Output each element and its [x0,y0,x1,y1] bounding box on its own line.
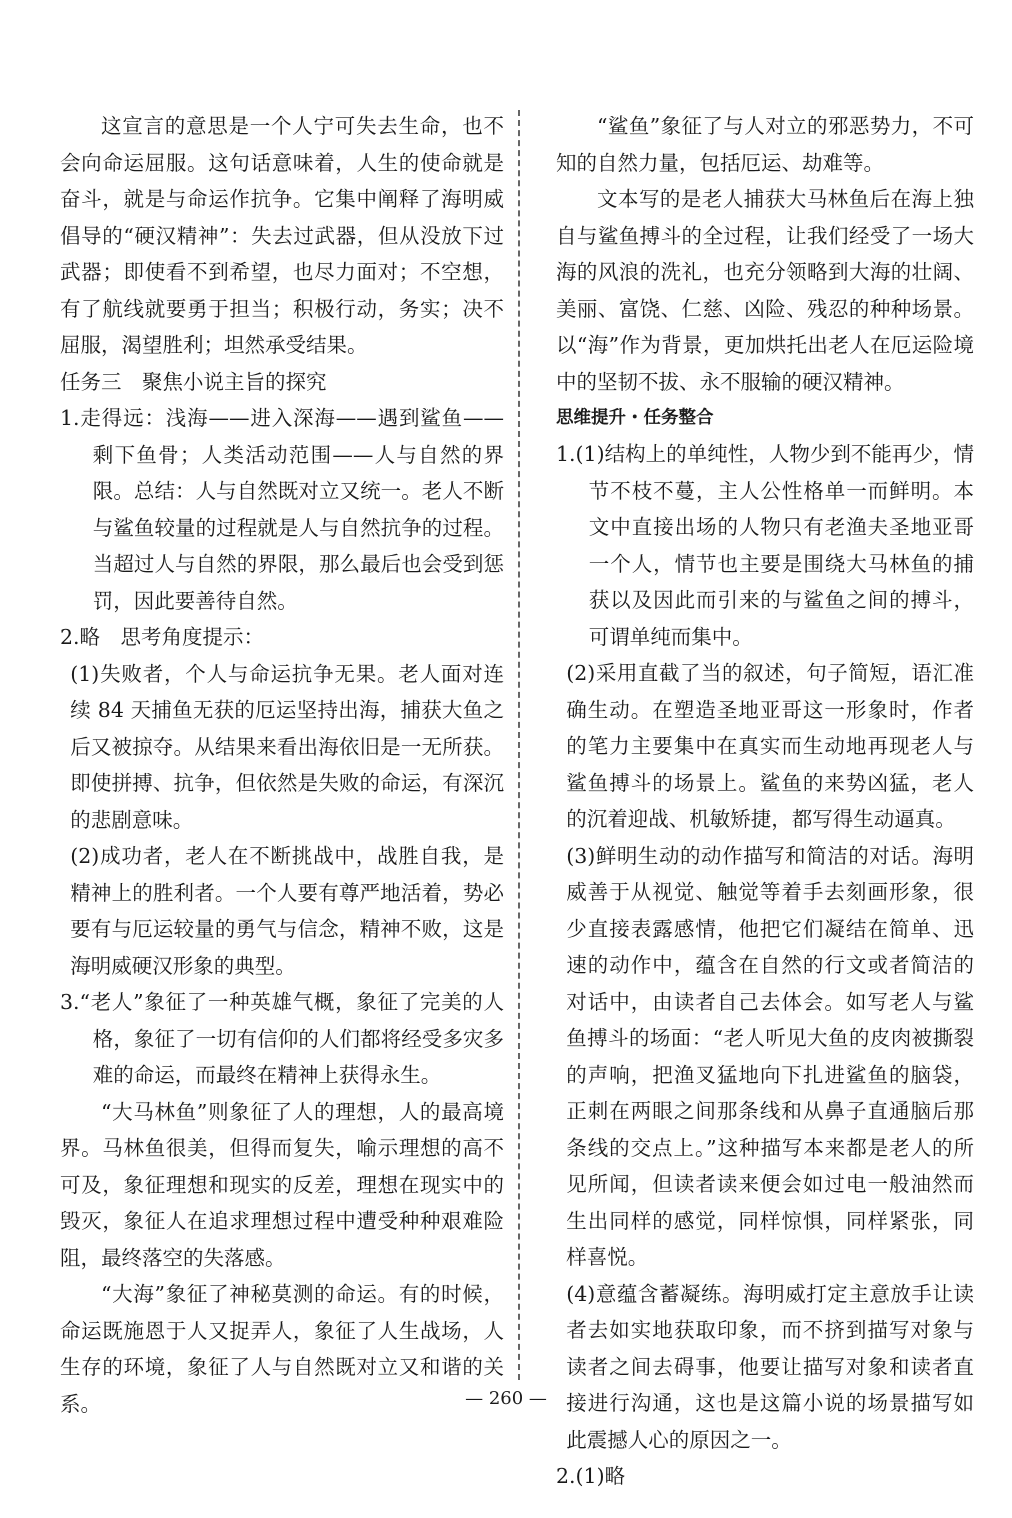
page-number: — 260 — [465,1388,547,1409]
section-heading-thinking: 思维提升・任务整合 [556,408,714,428]
answer-item-2-sub-2: (2)成功者，老人在不断挑战中，战胜自我，是精神上的胜利者。一个人要有尊严地活着，势必要有与厄运较量的勇气与信念，精神不败，这是海明威硬汉形象的典型。 [70,844,504,978]
answer-item-1: 1.走得远：浅海——进入深海——遇到鲨鱼——剩下鱼骨；人类活动范围——人与自然的界限。总结：人与自然既对立又统一。老人不断与鲨鱼较量的过程就是人与自然抗争的过程。当超过人与自然的界限，那么最后也会受到惩罚，因此要善待自然。 [60,406,504,613]
answer-item-2: 2.(1)略 [556,1464,626,1488]
answer-item-1-sub-3: (3)鲜明生动的动作描写和简洁的对话。海明威善于从视觉、触觉等着手去刻画形象，很少直接表露感情，他把它们凝结在简单、迅速的动作中，蕴含在自然的行文或者简洁的对话中，由读者自己去体会。如写老人与鲨鱼搏斗的场面：“老人听见大鱼的皮肉被撕裂的声响，把渔叉猛地向下扎进鲨鱼的脑袋，正刺在两眼之间那条线和从鼻子直通脑后那条线的交点上。”这种描写本来都是老人的所见所闻，但读者读来便会如过电一般油然而生出同样的感觉，同样惊惧，同样紧张，同样喜悦。 [566,843,974,1269]
answer-item-2: 2.略 思考角度提示： [60,625,265,649]
section-heading-task3: 任务三 聚焦小说主旨的探究 [60,369,327,394]
left-column [60,108,504,1422]
answer-item-1-sub-1: 1.(1)结构上的单纯性，人物少到不能再少，情节不枝不蔓，主人公性格单一而鲜明。本文中直接出场的人物只有老渔夫圣地亚哥一个人，情节也主要是围绕大马林鱼的捕获以及因此而引来的与鲨鱼之间的搏斗，可谓单纯而集中。 [556,442,974,649]
column-divider [518,110,520,1380]
paragraph: 这宣言的意思是一个人宁可失去生命，也不会向命运屈服。这句话意味着，人生的使命就是奋斗，就是与命运作抗争。它集中阐释了海明威倡导的“硬汉精神”：失去过武器，但从没放下过武器；即使看不到希望，也尽力面对；不空想，有了航线就要勇于担当；积极行动，务实；决不屈服，渴望胜利；坦然承受结果。 [60,114,504,357]
answer-item-2-sub-1: (1)失败者，个人与命运抗争无果。老人面对连续 84 天捕鱼无获的厄运坚持出海，捕获大鱼之后又被掠夺。从结果来看出海依旧是一无所获。即使拼搏、抗争，但依然是失败的命运，有深沉的悲剧意味。 [70,661,504,832]
answer-item-1-sub-2: (2)采用直截了当的叙述，句子简短，语汇准确生动。在塑造圣地亚哥这一形象时，作者的笔力主要集中在真实而生动地再现老人与鲨鱼搏斗的场景上。鲨鱼的来势凶猛，老人的沉着迎战、机敏矫捷，都写得生动逼真。 [566,661,974,831]
right-column [556,108,974,1495]
answer-item-3: 3.“老人”象征了一种英雄气概，象征了完美的人格，象征了一切有信仰的人们都将经受多灾多难的命运，而最终在精神上获得永生。 [60,990,504,1087]
paragraph: 文本写的是老人捕获大马林鱼后在海上独自与鲨鱼搏斗的全过程，让我们经受了一场大海的风浪的洗礼，也充分领略到大海的壮阔、美丽、富饶、仁慈、凶险、残忍的种种场景。以“海”作为背景，更加烘托出老人在厄运险境中的坚韧不拔、永不服输的硬汉精神。 [556,187,974,394]
paragraph: “大海”象征了神秘莫测的命运。有的时候，命运既施恩于人又捉弄人，象征了人生战场，人生存的环境，象征了人与自然既对立又和谐的关系。 [60,1282,504,1416]
paragraph: “大马林鱼”则象征了人的理想，人的最高境界。马林鱼很美，但得而复失，喻示理想的高不可及，象征理想和现实的反差，理想在现实中的毁灭，象征人在追求理想过程中遭受种种艰难险阻，最终落空的失落感。 [60,1099,504,1270]
answer-item-1-sub-4: (4)意蕴含蓄凝练。海明威打定主意放手让读者去如实地获取印象，而不挤到描写对象与读者之间去碍事，他要让描写对象和读者直接进行沟通，这也是这篇小说的场景描写如此震撼人心的原因之一。 [566,1281,974,1452]
paragraph: “鲨鱼”象征了与人对立的邪恶势力，不可知的自然力量，包括厄运、劫难等。 [556,114,974,175]
